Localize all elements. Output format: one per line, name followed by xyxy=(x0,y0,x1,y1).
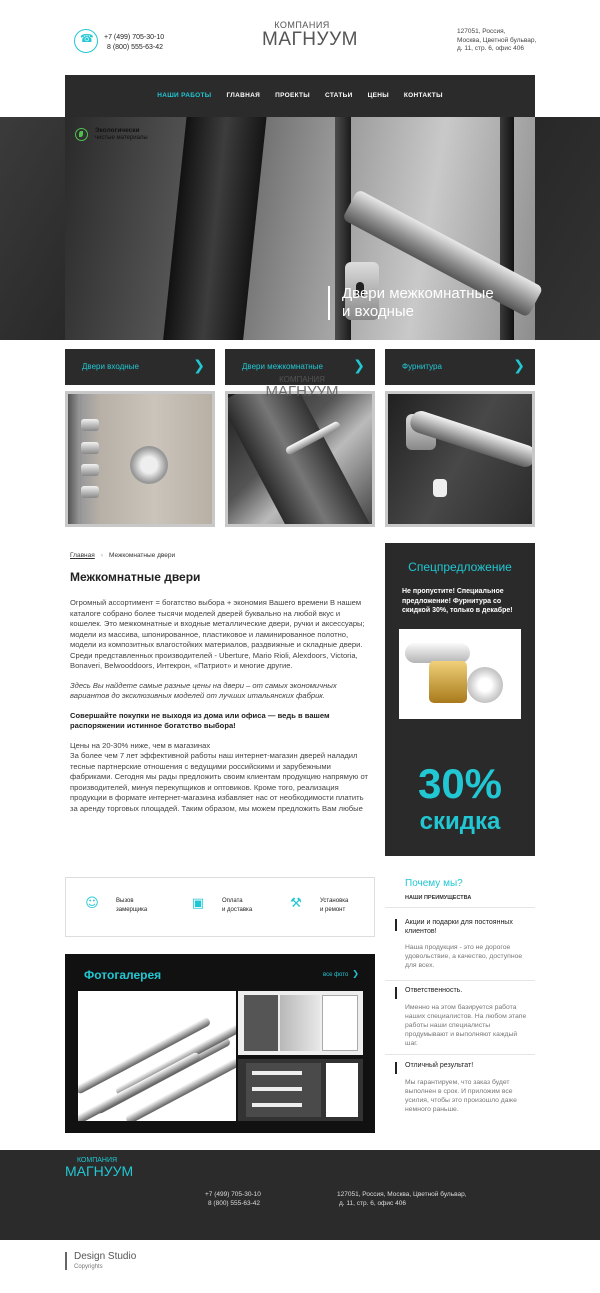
advantage-heading: Ответственность. xyxy=(405,987,463,994)
lock-bolt xyxy=(81,419,99,431)
advantage-marker xyxy=(395,987,397,999)
gallery-all-label: все фото xyxy=(323,972,349,978)
white-door-shape xyxy=(326,1063,358,1117)
courier-icon: ☺ xyxy=(85,896,99,911)
footer-logo-line-1: КОМПАНИЯ xyxy=(76,1157,118,1164)
main-nav xyxy=(65,75,535,117)
panel-line xyxy=(252,1071,302,1075)
hero-title xyxy=(342,285,494,321)
breadcrumb-current: Межкомнатные двери xyxy=(108,552,176,559)
header-address-line-3: д. 11, стр. 6, офис 406 xyxy=(457,45,524,52)
lock-bolt xyxy=(81,464,99,476)
hero-title-line-1: Двери межкомнатные xyxy=(342,285,494,302)
nav-item-home[interactable]: ГЛАВНАЯ xyxy=(226,92,261,99)
eco-badge-line-2: чистые материалы xyxy=(95,135,148,141)
category-image[interactable] xyxy=(65,391,215,527)
photo-gallery xyxy=(65,954,375,1133)
offer-title: Спецпредложение xyxy=(408,560,512,574)
special-offer-banner[interactable] xyxy=(385,543,535,856)
tools-icon: ⚒ xyxy=(290,896,302,911)
footer-address-line-2: д. 11, стр. 6, офис 406 xyxy=(339,1200,406,1207)
advantage-heading: Отличный результат! xyxy=(405,1062,474,1069)
header-address-line-1: 127051, Россия, xyxy=(457,28,506,35)
category-label: Фурнитура xyxy=(402,362,442,371)
nav-item-articles[interactable]: СТАТЬИ xyxy=(324,92,353,99)
header-address xyxy=(457,28,536,54)
copyright-label: Copyrights xyxy=(74,1264,103,1270)
footer-logo[interactable] xyxy=(65,1157,134,1179)
service-label-line-1: Вызов xyxy=(116,898,134,904)
header-phones xyxy=(104,33,164,53)
lock-bolt xyxy=(81,486,99,498)
nav-item-contacts[interactable]: КОНТАКТЫ xyxy=(403,92,443,99)
header-phone-1[interactable]: +7 (499) 705-30-10 xyxy=(104,34,165,41)
chevron-right-icon: ❯ xyxy=(353,358,365,374)
offer-percent: 30% xyxy=(417,760,503,807)
watermark-line-2: МАГНУУМ xyxy=(265,383,339,400)
gallery-photo-door-frame[interactable] xyxy=(238,991,363,1055)
service-label-line-2: и доставка xyxy=(222,906,253,913)
breadcrumb-home[interactable]: Главная xyxy=(70,552,95,559)
offer-discount-label: скидка xyxy=(419,808,501,835)
service-label-line-1: Оплата xyxy=(222,898,243,904)
gallery-photo-white-door[interactable] xyxy=(238,1059,363,1121)
eco-badge-line-1: Экологически xyxy=(95,127,140,134)
advantage-text: Именно на этом базируется работа наших специалистов. На любом этапе работы наши специалисты продумывают и выполняют каждый шаг. xyxy=(405,1004,527,1047)
article-paragraph-4: За более чем 7 лет эффективной работы наш интернет-магазин дверей наладил тесные партнерские отношения с ведущими российскими и зарубежными фабриками. Сегодня мы рады предложить своим клиентам продукцию напрямую от производителей, минуя перекупщиков и оптовиков. Кроме того, реализация продукции в формате интернет-магазина избавляет нас от необходимости платить за аренду торговых площадей. Таким образом, мы можем предложить Вам любые xyxy=(70,751,369,813)
keyhole-shape xyxy=(433,479,447,497)
door-shape xyxy=(228,394,371,524)
divider xyxy=(385,1054,535,1055)
service-label-line-2: и ремонт xyxy=(320,906,346,913)
gallery-all-photos-link[interactable] xyxy=(323,969,359,978)
chevron-right-icon: ❯ xyxy=(193,358,205,374)
why-us-subtitle: НАШИ ПРЕИМУЩЕСТВА xyxy=(405,895,472,901)
studio-accent xyxy=(65,1252,67,1270)
article-paragraph-4-heading: Цены на 20-30% ниже, чем в магазинах xyxy=(70,740,211,750)
footer-logo-line-2: МАГНУУМ xyxy=(65,1163,134,1179)
footer-phone-2[interactable]: 8 (800) 555-63-42 xyxy=(208,1200,261,1207)
category-card-entrance-doors[interactable] xyxy=(65,349,215,527)
advantage-marker xyxy=(395,919,397,931)
logo-line-2: МАГНУУМ xyxy=(262,29,358,50)
nav-item-projects[interactable]: ПРОЕКТЫ xyxy=(275,92,310,99)
nav-list xyxy=(65,92,535,99)
watermark-line-1: КОМПАНИЯ xyxy=(279,375,325,384)
services-strip xyxy=(65,877,375,937)
hero-banner xyxy=(0,117,600,340)
gallery-photo-hinges[interactable] xyxy=(78,991,236,1121)
category-card-hardware[interactable] xyxy=(385,349,535,527)
hero-title-line-2: и входные xyxy=(342,303,415,320)
service-label xyxy=(320,897,348,914)
service-label-line-2: замерщика xyxy=(116,906,148,913)
lock-plate xyxy=(68,394,80,524)
nav-item-our-works[interactable]: НАШИ РАБОТЫ xyxy=(157,92,212,99)
hero-title-accent xyxy=(328,286,330,320)
category-image[interactable] xyxy=(385,391,535,527)
leaf-icon xyxy=(75,128,88,141)
door-shape xyxy=(244,995,278,1051)
service-label xyxy=(116,897,147,914)
footer-address xyxy=(337,1190,467,1208)
nav-item-prices[interactable]: ЦЕНЫ xyxy=(367,92,389,99)
header-phone-2[interactable]: 8 (800) 555-63-42 xyxy=(107,44,164,51)
article-paragraph-3: Совершайте покупки не выходя из дома или офиса — ведь в вашем распоряжении истинное богатство выбора! xyxy=(70,710,330,730)
door-panel-shape xyxy=(246,1063,321,1117)
category-label: Двери межкомнатные xyxy=(242,362,323,371)
logo-line-1: КОМПАНИЯ xyxy=(274,20,330,30)
advantage-text: Мы гарантируем, что заказ будет выполнен в срок. И приложим все усилия, чтобы это произошло даже немного раньше. xyxy=(405,1079,517,1113)
panel-line xyxy=(252,1087,302,1091)
chevron-right-icon: ❯ xyxy=(352,969,359,978)
breadcrumb xyxy=(70,551,175,559)
lock-cylinder xyxy=(130,446,168,484)
article-paragraph-1: Огромный ассортимент = богатство выбора + экономия Вашего времени В нашем каталоге собрано более тысячи моделей дверей буквально на любой вкус и кошелек. Это межкомнатные и входные металлические двери, ручки и аксессуары; модели из массива, шпонированное, пластиковое и ламинированное полотно, модели из композитных влагостойких материалов, раздвижные и складные двери. Среди представленных производителей - Uberture, Mario Rioli, Alexdoors, Victoria, Bonaveri, Belwooddoors, Интекрон, «Патриот» и многие другие. xyxy=(70,598,365,670)
category-image[interactable] xyxy=(225,391,375,527)
offer-text: Не пропустите! Специальное предложение! Фурнитура со скидкой 30%, только в декабре! xyxy=(402,588,513,614)
category-label: Двери входные xyxy=(82,362,139,371)
hero-door-edge xyxy=(162,117,267,340)
phone-icon xyxy=(74,29,98,53)
service-label-line-1: Установка xyxy=(320,898,349,904)
article-body xyxy=(70,598,370,850)
category-header[interactable] xyxy=(65,349,215,385)
category-header[interactable] xyxy=(385,349,535,385)
door-shape xyxy=(322,995,358,1051)
footer-phones xyxy=(205,1190,261,1208)
offer-handle-shape xyxy=(405,643,470,663)
design-studio-label[interactable]: Design Studio xyxy=(74,1251,137,1262)
header-address-line-2: Москва, Цветной бульвар, xyxy=(457,36,537,44)
wallet-icon: ▣ xyxy=(191,896,205,911)
offer-knob-shape xyxy=(467,667,503,703)
divider xyxy=(385,980,535,981)
site-logo[interactable] xyxy=(262,20,358,50)
advantage-text: Наша продукция - это не дорогое удовольствие, а качество, доступное для всех. xyxy=(405,944,523,969)
frame-shape xyxy=(280,995,320,1051)
offer-lock-shape xyxy=(429,661,467,703)
gallery-title: Фотогалерея xyxy=(84,968,162,982)
why-us-title: Почему мы? xyxy=(405,878,463,889)
footer-address-line-1: 127051, Россия, Москва, Цветной бульвар, xyxy=(337,1191,467,1198)
lock-bolt xyxy=(81,442,99,454)
footer-phone-1[interactable]: +7 (499) 705-30-10 xyxy=(205,1191,261,1198)
advantage-marker xyxy=(395,1062,397,1074)
article-paragraph-2: Здесь Вы найдете самые разные цены на двери – от самых экономичных вариантов до эксклюзивных моделей от лучших итальянских фабрик. xyxy=(70,680,337,700)
offer-image xyxy=(399,629,521,719)
page-title: Межкомнатные двери xyxy=(70,570,201,584)
chevron-right-icon: ❯ xyxy=(513,358,525,374)
divider xyxy=(385,907,535,908)
panel-line xyxy=(252,1103,302,1107)
advantage-heading: Акции и подарки для постоянных клиентов! xyxy=(405,919,513,935)
service-label xyxy=(222,897,252,914)
breadcrumb-separator-icon: › xyxy=(100,551,104,559)
logo-watermark xyxy=(262,375,342,399)
